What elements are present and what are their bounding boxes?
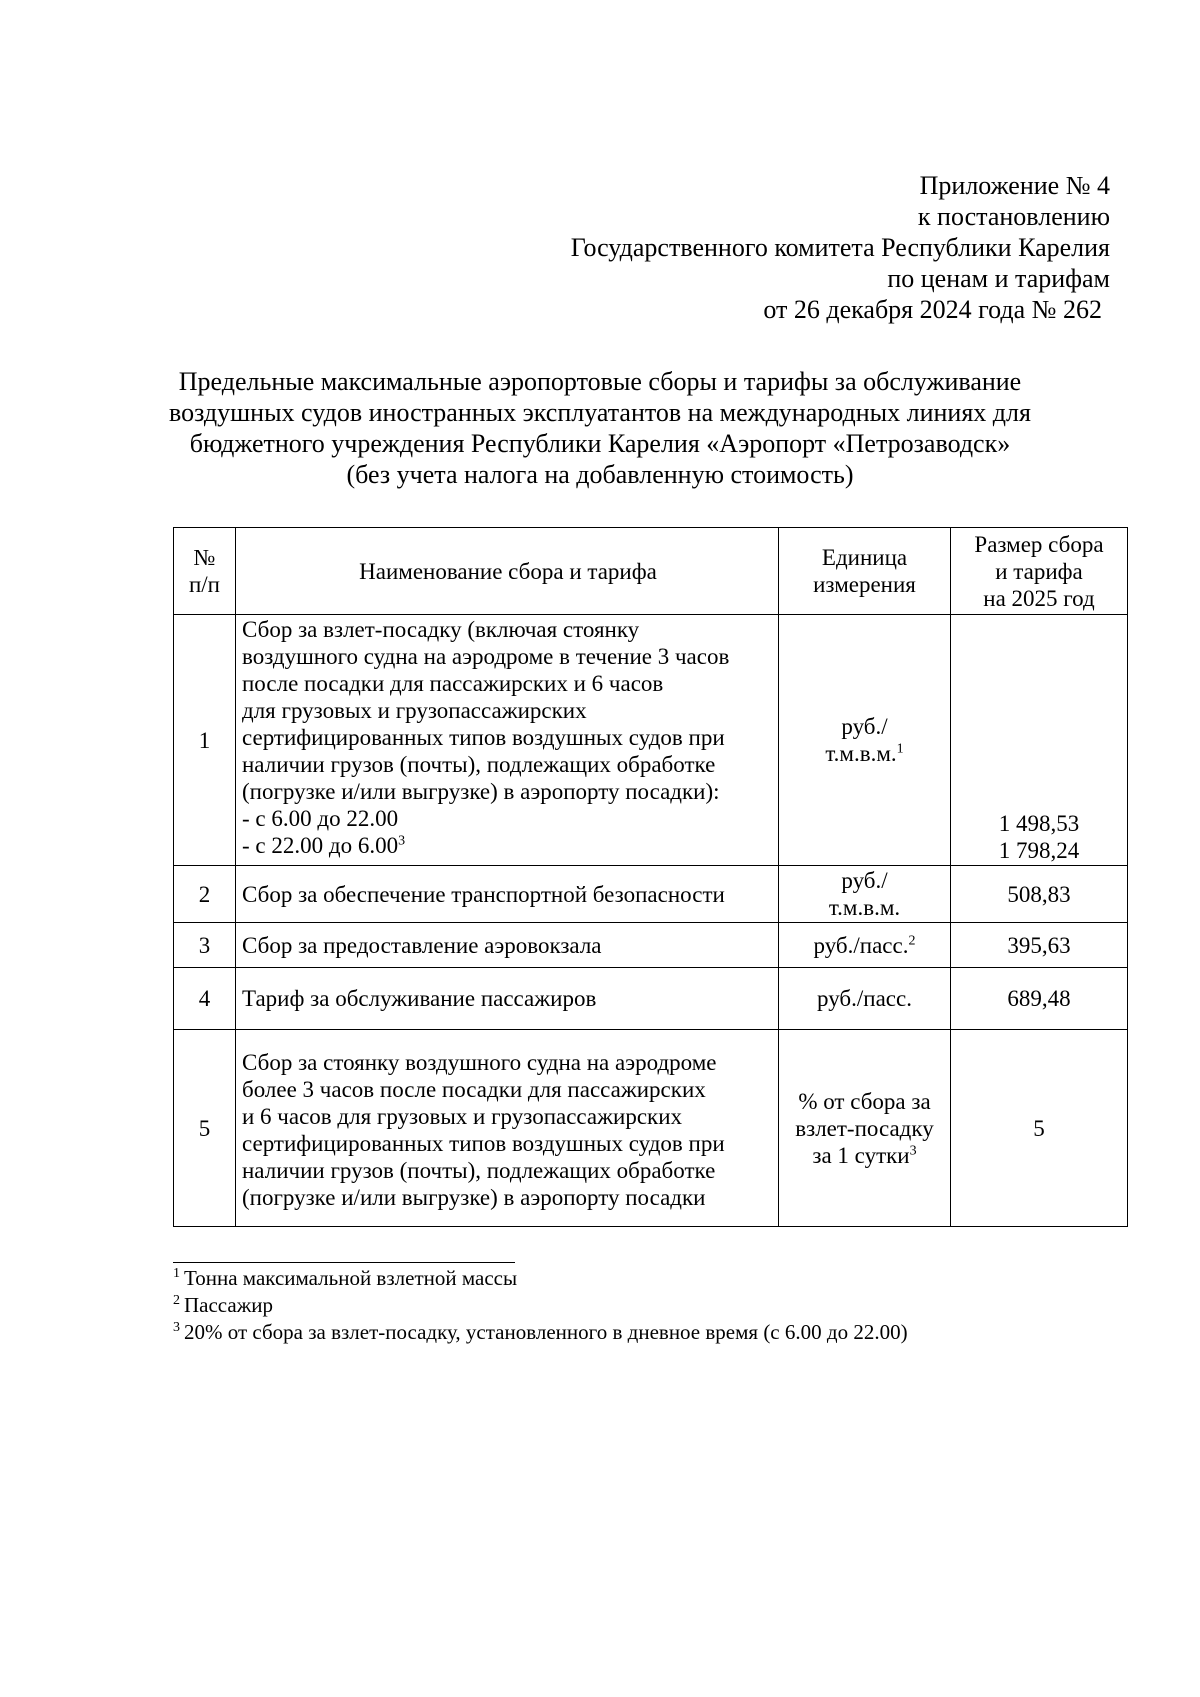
footnote: $^3$ 20% от сбора за взлет-посадку, установленного в дневное время (с 6.00 до 22.00) (173, 1320, 908, 1344)
appendix-header (410, 170, 1110, 325)
value-day: 1 498,53 (998, 811, 1080, 836)
value-night: 1 798,24 (998, 838, 1080, 863)
appendix-resolution-ref: к постановлению (917, 202, 1110, 231)
row-value: 689,48 (951, 968, 1128, 1030)
row-unit: руб./пасс.$^2$ (779, 923, 951, 968)
table-row (174, 615, 1128, 866)
row-name: Тариф за обслуживание пассажиров (236, 968, 779, 1030)
tariffs-table (173, 527, 1128, 1227)
appendix-number: Приложение № 4 (919, 171, 1110, 200)
row-unit: руб./ т.м.в.м.$^1$ (779, 615, 951, 866)
header-unit: Единица измерения (779, 528, 951, 615)
row-number: 5 (174, 1030, 236, 1227)
footnote-ref: 3 (909, 1142, 917, 1158)
appendix-committee-scope: по ценам и тарифам (887, 264, 1110, 293)
table-row (174, 968, 1128, 1030)
row-value: 395,63 (951, 923, 1128, 968)
header-number: № п/п (174, 528, 236, 615)
title-line-2: воздушных судов иностранных эксплуатантов на международных линиях для (169, 398, 1031, 427)
header-name: Наименование сбора и тарифа (236, 528, 779, 615)
appendix-date: от 26 декабря 2024 года № 262 (763, 295, 1102, 324)
footnote-ref: 3 (398, 833, 406, 849)
row-name: Сбор за предоставление аэровокзала (236, 923, 779, 968)
title-line-4: (без учета налога на добавленную стоимость) (346, 460, 854, 489)
row-number: 2 (174, 866, 236, 923)
row-value: 508,83 (951, 866, 1128, 923)
row-name: Сбор за обеспечение транспортной безопасности (236, 866, 779, 923)
row-unit: руб./ т.м.в.м. (779, 866, 951, 923)
row-number: 4 (174, 968, 236, 1030)
appendix-committee: Государственного комитета Республики Карелия (570, 233, 1110, 262)
footnote-mark: 3 (173, 1320, 180, 1335)
table-row (174, 866, 1128, 923)
table-row (174, 1030, 1128, 1227)
row-unit: % от сбора за взлет-посадку за 1 сутки$^3$ (779, 1030, 951, 1227)
footnote: $^2$ Пассажир (173, 1293, 273, 1317)
footnote-mark: 1 (173, 1266, 180, 1281)
footnote-mark: 2 (173, 1293, 180, 1308)
header-value: Размер сбора и тарифа на 2025 год (951, 528, 1128, 615)
footnote: $^1$ Тонна максимальной взлетной массы (173, 1266, 518, 1290)
document-title (150, 366, 1050, 490)
row-value: 5 (951, 1030, 1128, 1227)
title-line-1: Предельные максимальные аэропортовые сборы и тарифы за обслуживание (178, 367, 1022, 396)
row-value (951, 615, 1128, 866)
footnote-separator (173, 1262, 515, 1263)
title-line-3: бюджетного учреждения Республики Карелия «Аэропорт «Петрозаводск» (189, 429, 1011, 458)
row-unit: руб./пасс. (779, 968, 951, 1030)
row-number: 1 (174, 615, 236, 866)
row-number: 3 (174, 923, 236, 968)
footnote-ref: 2 (908, 932, 916, 948)
footnotes (173, 1265, 1073, 1346)
footnote-ref: 1 (896, 741, 904, 757)
row-name: Сбор за стоянку воздушного судна на аэродроме более 3 часов после посадки для пассажирских и 6 часов для грузовых и грузопассажирских сертифицированных типов воздушных судов при наличии грузов (почты), подлежащих обработке (погрузке и/или выгрузке) в аэропорту посадки (236, 1030, 779, 1227)
row-name: Сбор за взлет-посадку (включая стоянку воздушного судна на аэродроме в течение 3 часов после посадки для пассажирских и 6 часов для грузовых и грузопассажирских сертифицированных типов воздушных судов при наличии грузов (почты), подлежащих обработке (погрузке и/или выгрузке) в аэропорту посадки): - с 6.00 до 22.00 - с 22.00 до 6.00$^3$ (236, 615, 779, 866)
table-header-row (174, 528, 1128, 615)
table-row (174, 923, 1128, 968)
